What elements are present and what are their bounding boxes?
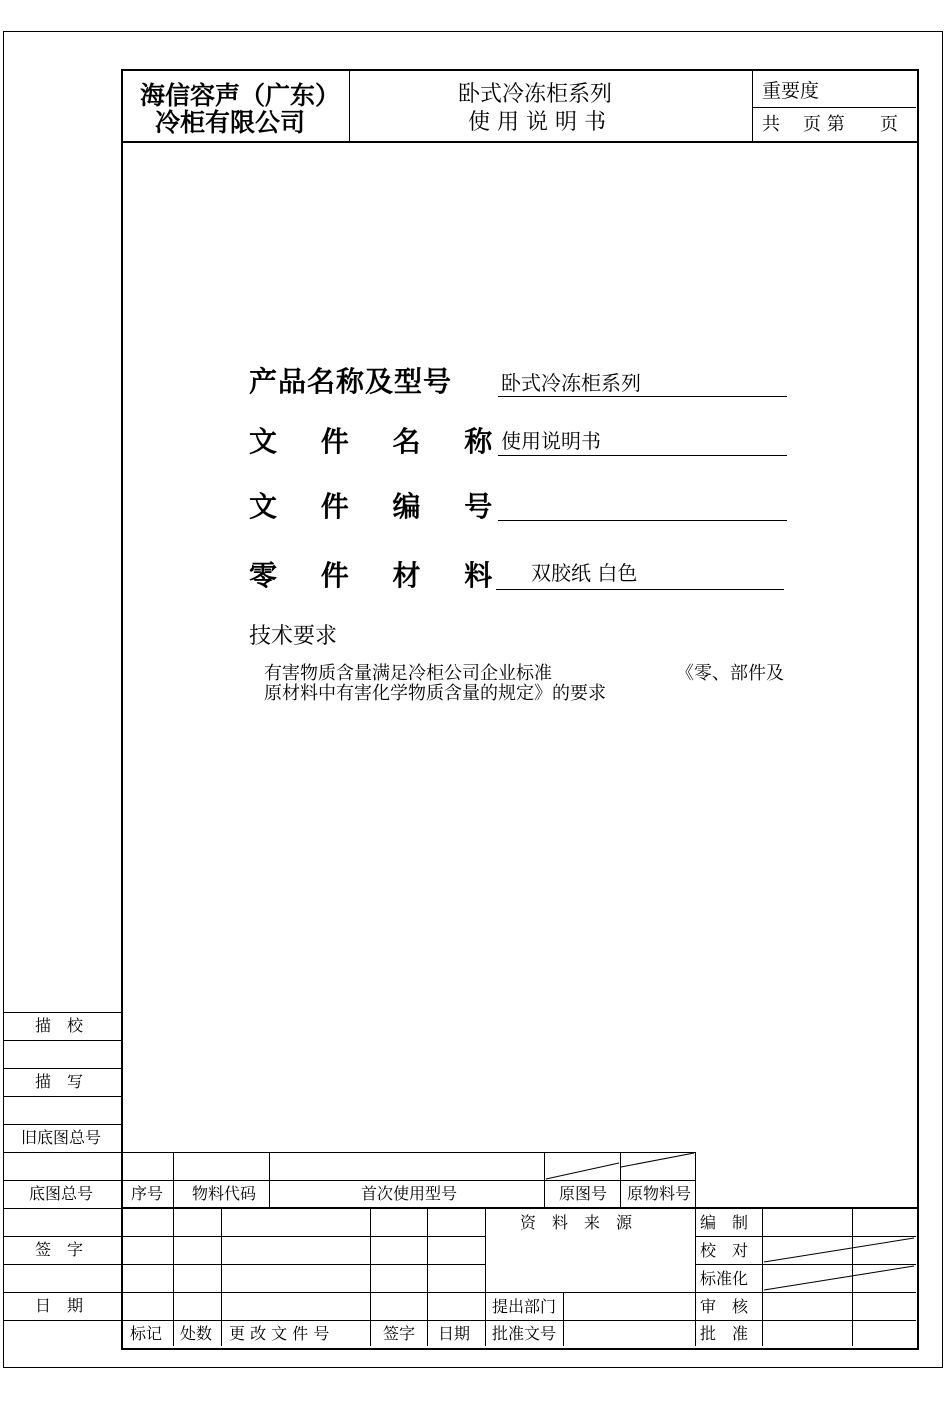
- side-line-1: [3, 1012, 121, 1013]
- tech-line1-b: 《零、部件及: [676, 663, 784, 684]
- col-first-model: 首次使用型号: [361, 1184, 458, 1203]
- side-line-2: [3, 1040, 121, 1041]
- side-line-3: [3, 1068, 121, 1069]
- material-label: 零 件 材 料: [249, 559, 493, 592]
- tb-row-2: [121, 1264, 485, 1265]
- tb-approve: 批 准: [700, 1324, 749, 1343]
- side-miaoxie: 描 写: [35, 1072, 84, 1091]
- fileno-underline: [498, 520, 787, 521]
- upper-table-v4: [620, 1152, 621, 1208]
- tech-title: 技术要求: [249, 624, 338, 649]
- tb-compile: 编 制: [700, 1213, 749, 1232]
- tb-right-row-2: [695, 1264, 916, 1265]
- fileno-label: 文 件 编 号: [249, 490, 493, 523]
- col-orig-drawing: 原图号: [559, 1184, 608, 1203]
- col-material-code: 物料代码: [192, 1184, 257, 1203]
- side-line-10: [3, 1264, 121, 1265]
- col-orig-material: 原物料号: [627, 1184, 692, 1203]
- title-block-top: [121, 1207, 917, 1209]
- tb-right-row-1: [695, 1236, 916, 1237]
- page-current-label: 页 第: [803, 114, 845, 135]
- col-seq: 序号: [131, 1184, 164, 1203]
- tech-line1-a: 有害物质含量满足冷柜公司企业标准: [264, 663, 552, 684]
- importance-label: 重要度: [762, 80, 820, 102]
- filename-label: 文 件 名 称: [249, 425, 493, 458]
- tb-check: 校 对: [700, 1241, 749, 1260]
- filename-value: 使用说明书: [501, 429, 601, 453]
- tb-sign: 签字: [383, 1324, 416, 1343]
- tb-count: 处数: [180, 1324, 213, 1343]
- tb-review: 审 核: [700, 1297, 749, 1316]
- tb-v-count: [221, 1208, 222, 1346]
- main-frame: [121, 69, 919, 1350]
- header-bottom-line: [121, 141, 917, 143]
- upper-table-v5: [695, 1152, 696, 1208]
- side-line-5: [3, 1124, 121, 1125]
- tb-v-mark: [173, 1208, 174, 1346]
- upper-table-mid: [121, 1180, 695, 1181]
- side-line-8: [3, 1208, 121, 1209]
- tb-source: 资 料 来 源: [520, 1213, 633, 1232]
- doc-title-line1: 卧式冷冻柜系列: [458, 82, 613, 107]
- tb-mark: 标记: [130, 1324, 163, 1343]
- doc-title-line2: 使 用 说 明 书: [468, 110, 606, 135]
- page-total-label: 共: [762, 114, 780, 135]
- side-signature: 签 字: [35, 1240, 84, 1259]
- company-name-line1: 海信容声（广东）: [140, 81, 341, 110]
- side-miaojiao: 描 校: [35, 1016, 84, 1035]
- tb-row-3: [121, 1292, 916, 1293]
- tb-v-sign: [427, 1208, 428, 1346]
- upper-table-top: [121, 1152, 695, 1153]
- side-line-11: [3, 1292, 121, 1293]
- page-end-label: 页: [880, 114, 898, 135]
- tb-row-4: [121, 1320, 916, 1321]
- tb-approval-doc: 批准文号: [492, 1324, 557, 1343]
- upper-table-v2: [269, 1152, 270, 1208]
- tech-line2: 原材料中有害化学物质含量的规定》的要求: [264, 683, 606, 704]
- side-line-6: [3, 1152, 121, 1153]
- header-divider-1: [349, 70, 350, 142]
- side-old-drawing-no: 旧底图总号: [21, 1128, 102, 1147]
- material-value: 双胶纸 白色: [531, 561, 638, 585]
- header-right-split: [752, 107, 916, 108]
- side-drawing-no: 底图总号: [29, 1184, 94, 1203]
- tb-propose-dept: 提出部门: [492, 1297, 557, 1316]
- tb-v-change: [370, 1208, 371, 1346]
- tb-date: 日期: [438, 1324, 471, 1343]
- tb-v-dept: [563, 1292, 564, 1346]
- tb-v-date: [485, 1208, 486, 1346]
- side-date: 日 期: [35, 1296, 84, 1315]
- tb-v-right: [695, 1208, 696, 1346]
- tb-change-doc: 更 改 文 件 号: [229, 1324, 330, 1343]
- side-line-9: [3, 1236, 121, 1237]
- product-label: 产品名称及型号: [249, 365, 453, 398]
- side-line-7: [3, 1180, 121, 1181]
- side-line-4: [3, 1096, 121, 1097]
- material-underline: [496, 589, 784, 590]
- upper-table-v3: [544, 1152, 545, 1208]
- product-underline: [498, 396, 787, 397]
- upper-table-v1: [173, 1152, 174, 1208]
- product-value: 卧式冷冻柜系列: [501, 371, 641, 395]
- company-name-line2: 冷柜有限公司: [155, 108, 306, 137]
- tb-v-role: [762, 1208, 763, 1346]
- tb-v-date2: [852, 1208, 853, 1346]
- filename-underline: [498, 455, 787, 456]
- tb-row-1: [121, 1236, 485, 1237]
- tb-standardize: 标准化: [700, 1269, 749, 1288]
- header-divider-2: [752, 70, 753, 142]
- side-line-12: [3, 1320, 121, 1321]
